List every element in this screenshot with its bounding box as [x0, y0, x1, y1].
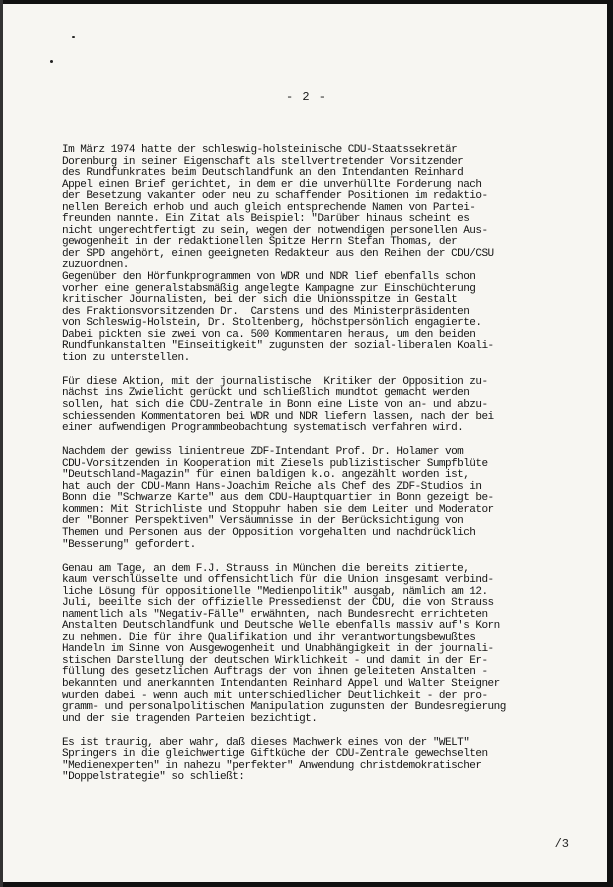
- text-line: von Schleswig-Holstein, Dr. Stoltenberg, höchstpersönlich engagierte.: [62, 317, 482, 330]
- text-line: Dorenburg in seiner Eigenschaft als stellvertretender Vorsitzender: [62, 155, 464, 168]
- text-line: der Besetzung vakanter oder neu zu schaffender Positionen im redaktio-: [62, 190, 488, 203]
- text-line: kaum verschlüsselte und offensichtlich für die Union insgesamt verbind-: [62, 574, 494, 587]
- text-line: CDU-Vorsitzenden in Kooperation mit Ziesels publizistischer Sumpfblüte: [62, 457, 488, 470]
- text-line: "Besserung" gefordert.: [62, 538, 196, 551]
- text-line: der SPD angehört, einen geeigneten Redakteur aus den Reihen der CDU/CSU: [62, 247, 494, 260]
- paragraph: [62, 377, 592, 435]
- text-line: Es ist traurig, aber wahr, daß dieses Machwerk eines von der "WELT": [62, 736, 470, 749]
- text-line: Handeln im Sinne von Ausgewogenheit und Unabhängigkeit in der journali-: [62, 643, 494, 656]
- text-line: gewogenheit in der redaktionellen Spitze Herrn Stefan Thomas, der: [62, 236, 458, 249]
- text-line: "Medienexperten" in nahezu "perfekter" Anwendung christdemokratischer: [62, 759, 482, 772]
- text-line: des Fraktionsvorsitzenden Dr. Carstens und des Ministerpräsidenten: [62, 305, 470, 318]
- page-number: - 2 -: [285, 90, 327, 104]
- paragraph: [62, 738, 592, 784]
- continuation-mark: /3: [554, 837, 569, 851]
- text-line: kritischer Journalisten, bei der sich die Unionsspitze in Gestalt: [62, 294, 458, 307]
- text-line: bekannten und anerkannten Intendanten Reinhard Appel und Walter Steigner: [62, 678, 500, 691]
- text-line: Genau am Tage, an dem F.J. Strauss in München die bereits zitierte,: [62, 562, 470, 575]
- text-line: namentlich als "Negativ-Fälle" erwähnten, nach Bundesrecht errichteten: [62, 608, 488, 621]
- text-line: füllung des gesetzlichen Auftrags der von ihnen geleiteten Anstalten -: [62, 666, 488, 679]
- text-line: "Doppelstrategie" so schließt:: [62, 771, 245, 784]
- text-line: der "Bonner Perspektiven" Versäumnisse in der Berücksichtigung von: [62, 515, 464, 528]
- text-line: und der sie tragenden Parteien bezichtigt.: [62, 712, 318, 725]
- text-line: vorher eine generalstabsmäßig angelegte Kampagne zur Einschüchterung: [62, 282, 476, 295]
- scan-speck: [50, 60, 53, 63]
- text-line: nächst ins Zwielicht gerückt und schließlich mundtot gemacht werden: [62, 387, 470, 400]
- text-line: Gegenüber den Hörfunkprogrammen von WDR und NDR lief ebenfalls schon: [62, 271, 476, 284]
- text-line: "Deutschland-Magazin" für einen baldigen k.o. angezählt worden ist,: [62, 469, 470, 482]
- text-line: Im März 1974 hatte der schleswig-holsteinische CDU-Staatssekretär: [62, 144, 458, 156]
- document-body: [62, 145, 592, 796]
- text-line: Bonn die "Schwarze Karte" aus dem CDU-Hauptquartier in Bonn gezeigt be-: [62, 492, 494, 505]
- text-line: Dabei pickten sie zwei von ca. 500 Kommentaren heraus, um den beiden: [62, 328, 476, 341]
- text-line: Juli, beeilte sich der offizielle Pressedienst der CDU, die von Strauss: [62, 597, 494, 610]
- paragraph: [62, 145, 592, 364]
- scan-border-bottom: [0, 882, 613, 887]
- text-line: Themen und Personen aus der Opposition vorgehalten und nachdrücklich: [62, 526, 476, 539]
- text-line: wurden dabei - wenn auch mit unterschiedlicher Deutlichkeit - der pro-: [62, 689, 488, 702]
- text-line: Anstalten Deutschlandfunk und Deutsche Welle ebenfalls massiv auf's Korn: [62, 620, 500, 633]
- scan-speck: [72, 36, 75, 38]
- text-line: nicht ungerechtfertigt zu sein, wegen der notwendigen personellen Aus-: [62, 224, 488, 237]
- text-line: Für diese Aktion, mit der journalistische Kritiker der Opposition zu-: [62, 375, 488, 388]
- scan-border-top: [0, 0, 613, 4]
- text-line: Rundfunkanstalten "Einseitigkeit" zugunsten der sozial-liberalen Koali-: [62, 340, 494, 353]
- scan-border-right: [607, 0, 613, 887]
- text-line: kommen: Mit Strichliste und Stoppuhr haben sie dem Leiter und Moderator: [62, 503, 494, 516]
- text-line: nellen Bereich erhob und auch gleich entsprechende Namen von Partei-: [62, 201, 476, 214]
- paragraph: [62, 564, 592, 726]
- text-line: stischen Darstellung der deutschen Wirklichkeit - und damit in der Er-: [62, 654, 488, 667]
- text-line: freunden nannte. Ein Zitat als Beispiel: "Darüber hinaus scheint es: [62, 213, 470, 226]
- text-line: schiessenden Kommentatoren bei WDR und NDR liefern lassen, nach der bei: [62, 410, 494, 423]
- scan-border-left: [0, 0, 3, 887]
- text-line: Appel einen Brief gerichtet, in dem er die unverhüllte Forderung nach: [62, 178, 482, 191]
- text-line: zuzuordnen.: [62, 259, 129, 272]
- text-line: zu nehmen. Die für ihre Qualifikation und ihr verantwortungsbewußtes: [62, 631, 476, 644]
- text-line: Nachdem der gewiss linientreue ZDF-Intendant Prof. Dr. Holamer vom: [62, 446, 464, 459]
- text-line: tion zu unterstellen.: [62, 351, 190, 364]
- text-line: Springers in die gleichwertige Giftküche der CDU-Zentrale gewechselten: [62, 748, 488, 761]
- text-line: des Rundfunkrates beim Deutschlandfunk an den Intendanten Reinhard: [62, 167, 464, 180]
- text-line: hat auch der CDU-Mann Hans-Joachim Reiche als Chef des ZDF-Studios in: [62, 480, 482, 493]
- text-line: liche Lösung für oppositionelle "Medienpolitik" ausgab, nämlich am 12.: [62, 585, 488, 598]
- text-line: sollen, hat sich die CDU-Zentrale in Bonn eine Liste von an- und abzu-: [62, 398, 488, 411]
- text-line: einer aufwendigen Programmbeobachtung systematisch verfahren wird.: [62, 422, 464, 435]
- text-line: gramm- und personalpolitischen Manipulation zugunsten der Bundesregierung: [62, 701, 506, 714]
- paragraph: [62, 447, 592, 551]
